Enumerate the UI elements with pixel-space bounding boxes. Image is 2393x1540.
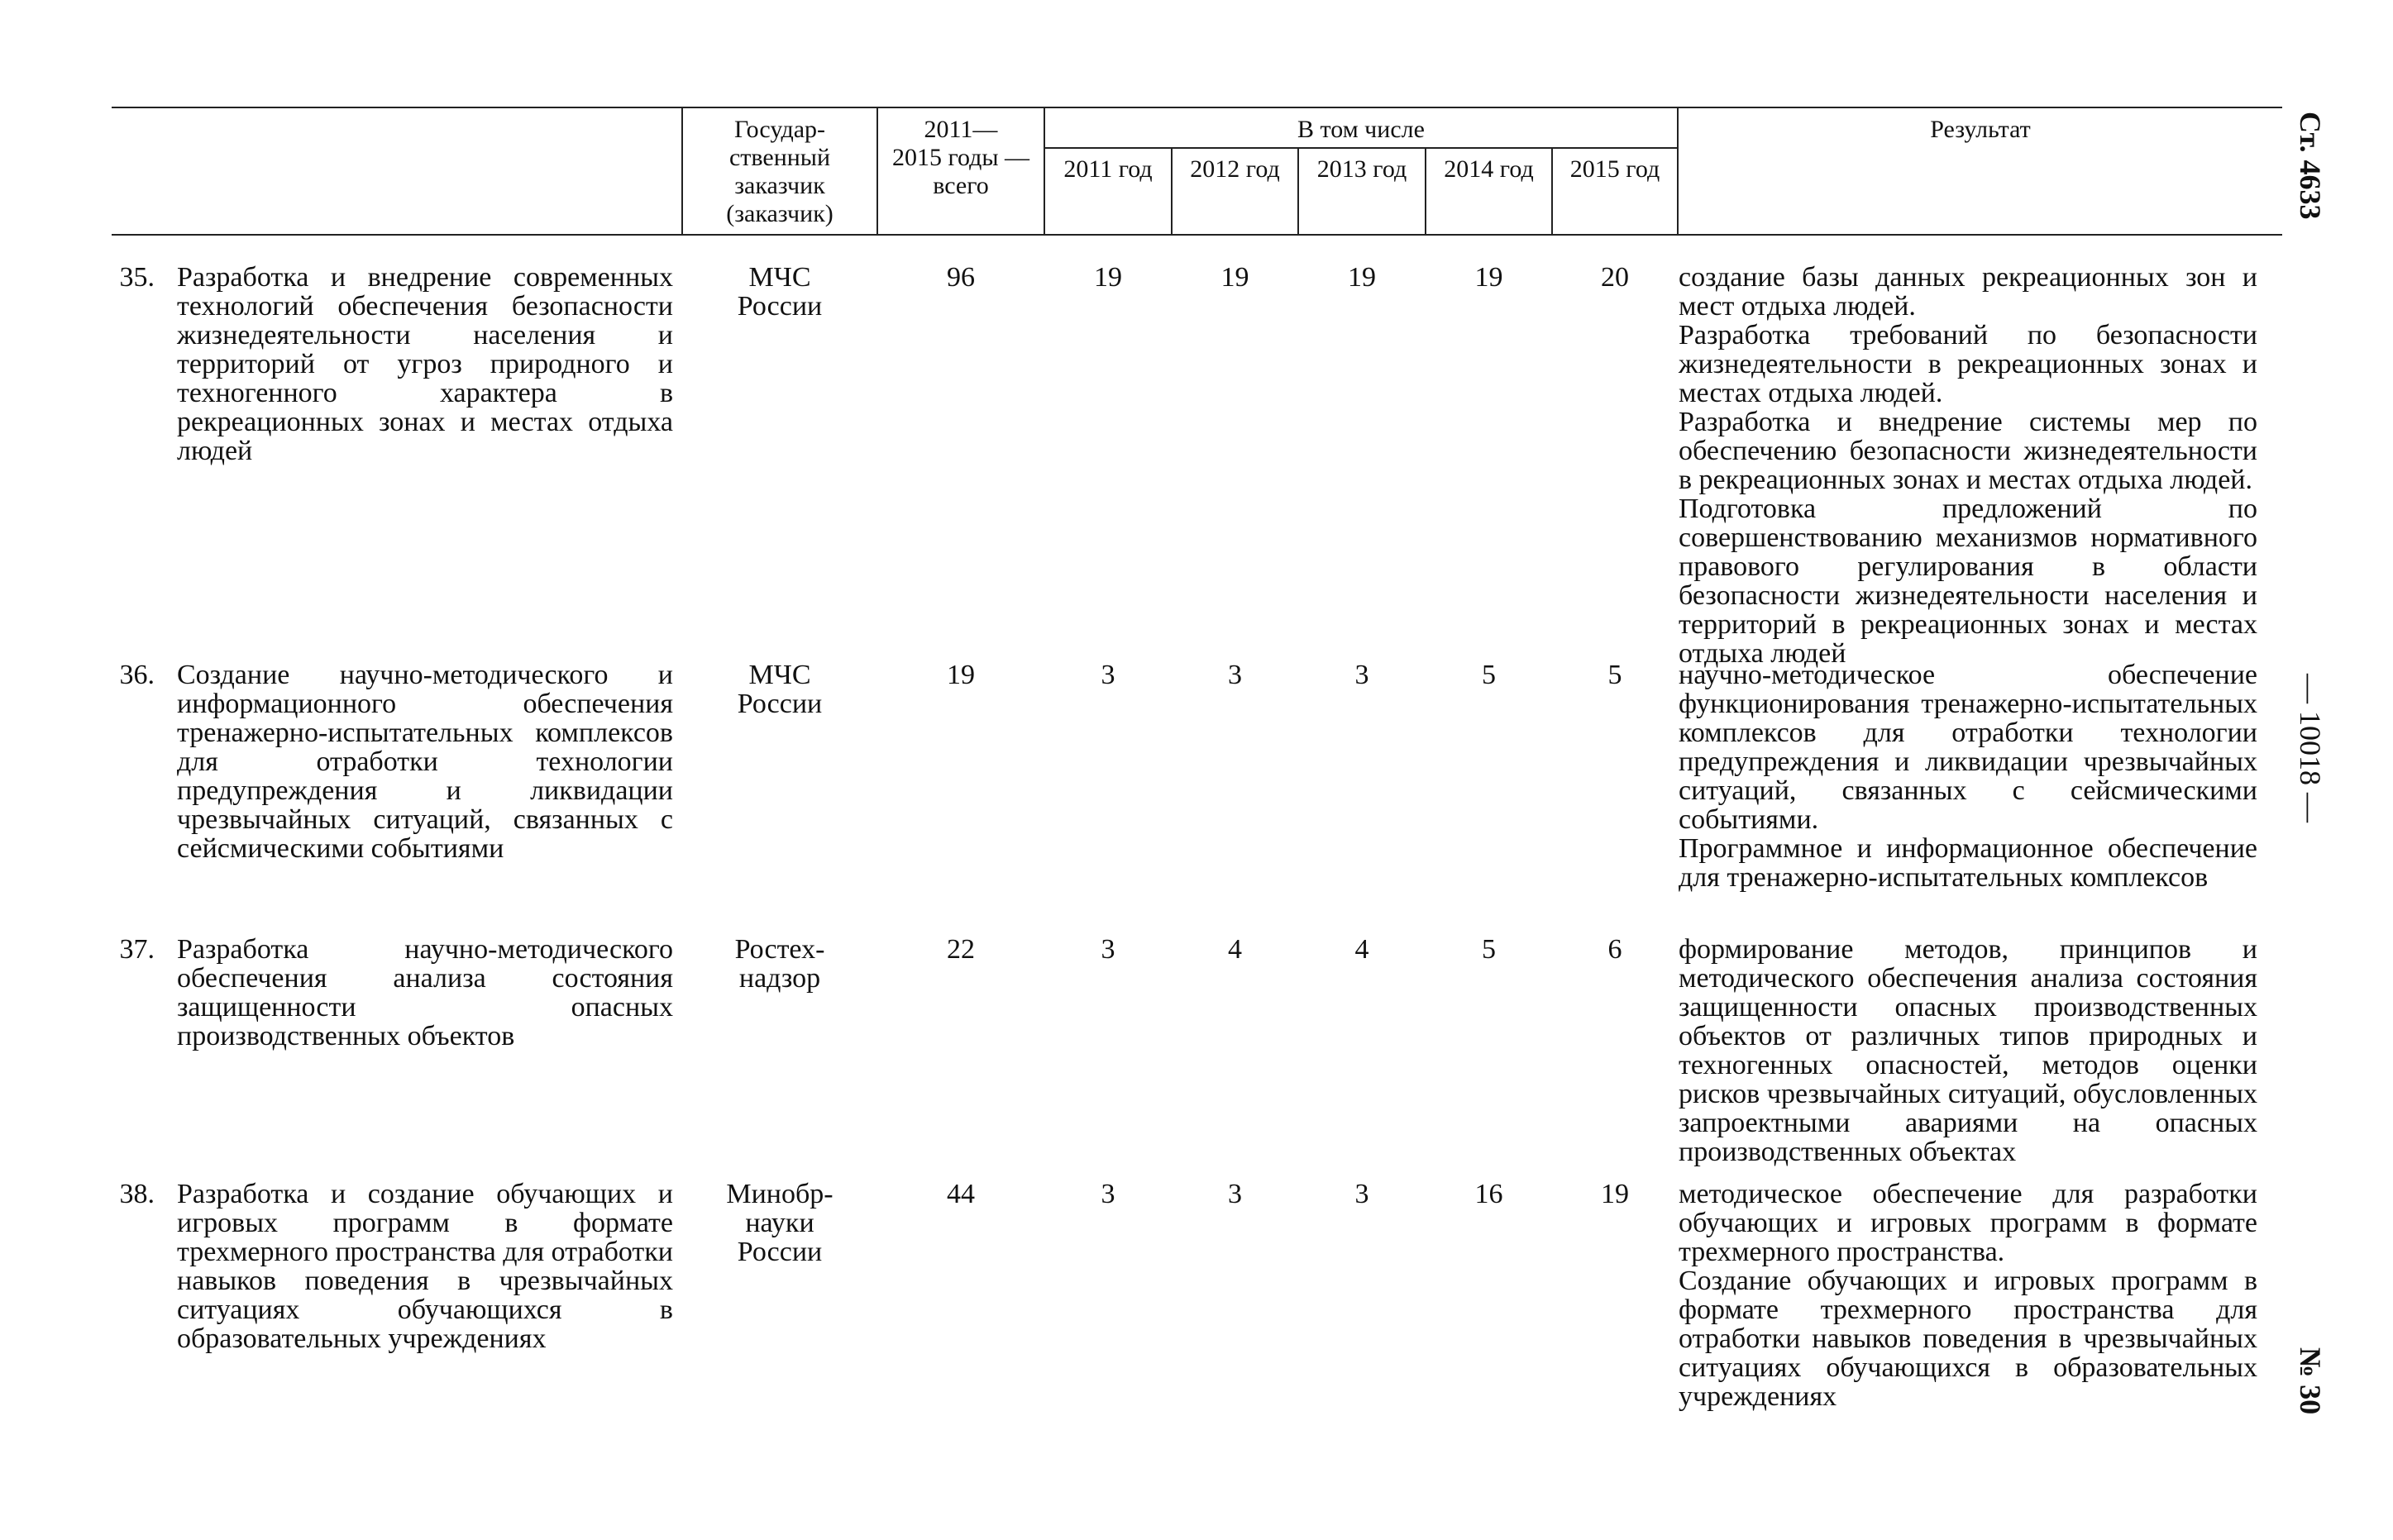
row-year-2012: 3: [1228, 1179, 1242, 1209]
row-total: 19: [947, 660, 975, 690]
row-number: 38.: [119, 1179, 155, 1209]
row-year-2014: 5: [1482, 934, 1496, 965]
table-top-rule: [112, 107, 2282, 108]
header-year-2012: 2012 год: [1190, 155, 1280, 183]
header-bottom-rule: [112, 234, 2282, 236]
row-number: 37.: [119, 934, 155, 965]
row-year-2013: 3: [1354, 1179, 1369, 1209]
row-customer: МЧС России: [737, 262, 823, 322]
header-year-2011: 2011 год: [1063, 155, 1153, 183]
row-result: методическое обеспечение для разработки обучающих и игровых программ в формате трехмерного пространства. Создание обучающих и игровых программ в формате трехмерного пространства для отработки навыков поведения в чрезвычайных ситуациях обучающихся в образовательных учреждениях: [1679, 1179, 2257, 1412]
header-year-2013: 2013 год: [1316, 155, 1407, 183]
row-task: Разработка и внедрение современных технологий обеспечения безопасности жизнедеятельности населения и территорий от угроз природного и техногенного характера в рекреационных зонах и местах отдыха людей: [177, 262, 673, 466]
row-result: формирование методов, принципов и методического обеспечения анализа состояния защищенности опасных производственных объектов от различных типов природных и техногенных опасностей, методов оценки рисков чрезвычайных ситуаций, обусловленных запроектными авариями на опасных производственных объектах: [1679, 934, 2257, 1167]
row-year-2013: 19: [1348, 262, 1376, 293]
header-including: В том числе: [1297, 116, 1425, 143]
row-year-2013: 3: [1354, 660, 1369, 690]
row-number: 35.: [119, 262, 155, 293]
row-result: создание базы данных рекреационных зон и мест отдыха людей. Разработка требований по безопасности жизнедеятельности в рекреационных зонах и местах отдыха людей. Разработка и внедрение системы мер по обеспечению безопасности жизнедеятельности в рекреационных зонах и местах отдыха людей. Подготовка предложений по совершенствованию механизмов нормативного правового регулирования в области безопасности жизнедеятельности населения и территорий в рекреационных зонах и местах отдыха людей: [1679, 262, 2257, 669]
row-year-2011: 3: [1101, 1179, 1115, 1209]
row-year-2014: 5: [1482, 660, 1496, 690]
header-result: Результат: [1930, 116, 2031, 143]
row-year-2011: 3: [1101, 934, 1115, 965]
row-total: 22: [947, 934, 975, 965]
row-year-2015: 19: [1601, 1179, 1629, 1209]
row-year-2012: 4: [1228, 934, 1242, 965]
row-customer: Ростех- надзор: [734, 934, 825, 994]
row-year-2013: 4: [1354, 934, 1369, 965]
years-subheader-rule: [1044, 147, 1677, 149]
page-reference: Ст. 4633: [2294, 112, 2327, 220]
issue-number: № 30: [2294, 1347, 2327, 1415]
row-customer: Минобр- науки России: [726, 1179, 833, 1267]
row-year-2015: 20: [1601, 262, 1629, 293]
row-year-2015: 5: [1607, 660, 1622, 690]
row-result: научно-методическое обеспечение функционирования тренажерно-испытательных комплексов для отработки технологии предупреждения и ликвидации чрезвычайных ситуаций, связанных с сейсмическими событиями. Программное и информационное обеспечение для тренажерно-испытательных комплексов: [1679, 660, 2257, 893]
document-number: — 10018 —: [2294, 674, 2327, 822]
row-task: Создание научно-методического и информационного обеспечения тренажерно-испытательных комплексов для отработки технологии предупреждения и ликвидации чрезвычайных ситуаций, связанных с сейсмическими событиями: [177, 660, 673, 864]
row-year-2011: 19: [1094, 262, 1122, 293]
row-year-2012: 3: [1228, 660, 1242, 690]
row-year-2014: 16: [1474, 1179, 1503, 1209]
header-year-2015: 2015 год: [1569, 155, 1660, 183]
row-total: 96: [947, 262, 975, 293]
row-year-2014: 19: [1474, 262, 1503, 293]
header-year-2014: 2014 год: [1444, 155, 1534, 183]
row-task: Разработка научно-методического обеспечения анализа состояния защищенности опасных производственных объектов: [177, 934, 673, 1051]
row-number: 36.: [119, 660, 155, 690]
header-total: 2011— 2015 годы — всего: [891, 116, 1030, 199]
row-year-2015: 6: [1607, 934, 1622, 965]
row-customer: МЧС России: [737, 660, 823, 719]
row-total: 44: [947, 1179, 975, 1209]
row-year-2011: 3: [1101, 660, 1115, 690]
header-customer: Государ- ственный заказчик (заказчик): [726, 116, 833, 227]
row-task: Разработка и создание обучающих и игровых программ в формате трехмерного пространства для отработки навыков поведения в чрезвычайных ситуациях обучающихся в образовательных учреждениях: [177, 1179, 673, 1354]
row-year-2012: 19: [1220, 262, 1249, 293]
